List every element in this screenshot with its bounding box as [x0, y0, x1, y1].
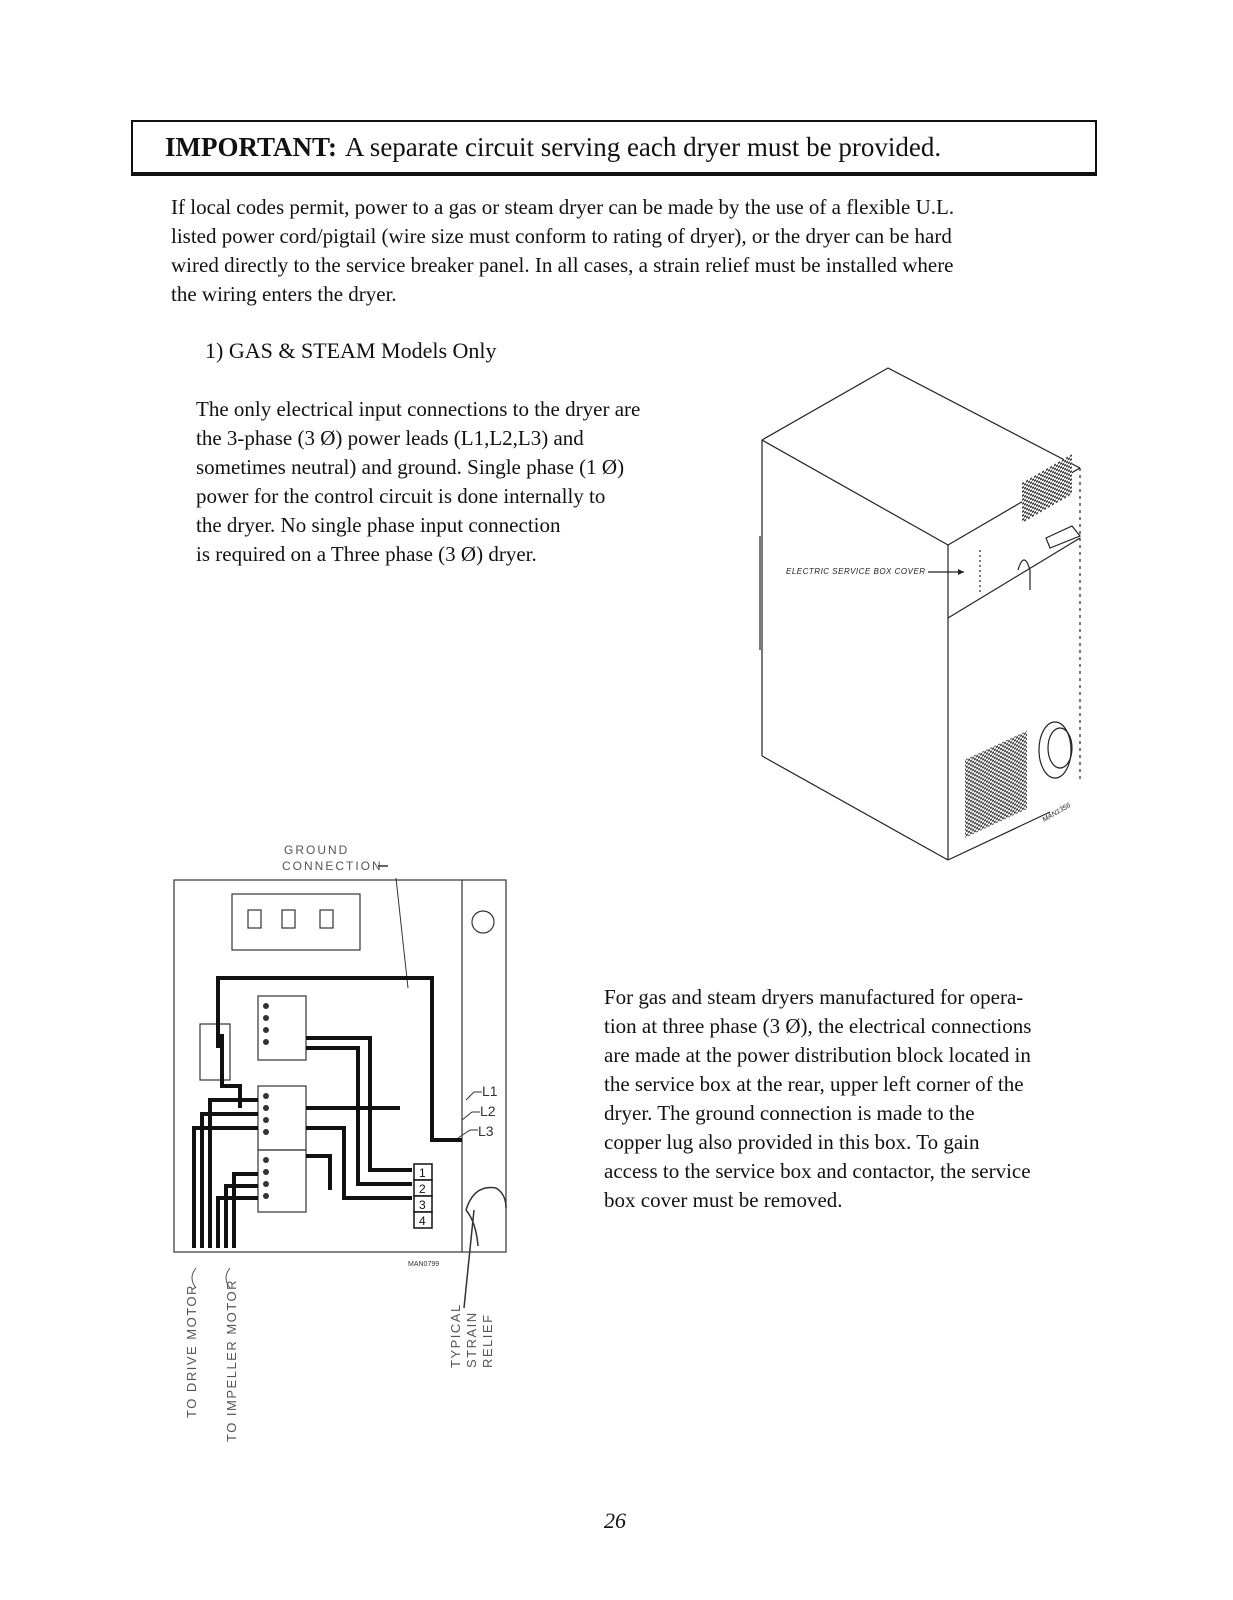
terminal-number: 4 — [419, 1214, 426, 1228]
connection-line: dryer. The ground connection is made to the — [604, 1101, 975, 1125]
phase-label-l2: L2 — [480, 1103, 496, 1119]
cover-label: ELECTRIC SERVICE BOX COVER — [786, 567, 926, 576]
terminal-block — [414, 1164, 432, 1228]
section-line: power for the control circuit is done internally to — [196, 484, 606, 508]
section-heading: 1) GAS & STEAM Models Only — [205, 338, 497, 363]
terminal-number: 3 — [419, 1198, 426, 1212]
terminal-number: 2 — [419, 1182, 426, 1196]
wiring-figure-id: MAN0799 — [408, 1261, 440, 1268]
important-notice-box — [131, 120, 1097, 176]
connection-line: For gas and steam dryers manufactured for opera- — [604, 985, 1024, 1009]
strain-relief-label-line3: RELIEF — [480, 1313, 495, 1368]
important-message: A separate circuit serving each dryer must be provided. — [345, 132, 942, 162]
important-label: IMPORTANT: — [165, 132, 338, 162]
section-line: the 3-phase (3 Ø) power leads (L1,L2,L3) and — [196, 426, 584, 450]
intro-line: the wiring enters the dryer. — [171, 282, 397, 306]
intro-paragraph — [171, 193, 1091, 309]
connection-paragraph — [604, 983, 1031, 1215]
relay-terminals — [263, 1003, 269, 1199]
intro-line: listed power cord/pigtail (wire size must conform to rating of dryer), or the dryer can be hard — [171, 224, 952, 248]
top-vent — [1022, 454, 1072, 523]
strain-relief-label-line1: TYPICAL — [448, 1303, 463, 1368]
connection-line: access to the service box and contactor, the service — [604, 1159, 1031, 1183]
strain-relief-label-line2: STRAIN — [464, 1311, 479, 1368]
terminal-number: 1 — [419, 1166, 426, 1180]
dryer-cabinet — [760, 368, 1080, 860]
phase-label-l3: L3 — [478, 1123, 494, 1139]
connection-line: are made at the power distribution block located in — [604, 1043, 1031, 1067]
ground-label-line2: CONNECTION — [282, 859, 383, 873]
ground-label-line1: GROUND — [284, 843, 350, 857]
section-paragraph — [196, 395, 640, 569]
wiring-diagram — [170, 838, 530, 1448]
impeller-motor-label: TO IMPELLER MOTOR — [224, 1279, 239, 1442]
phase-label-l1: L1 — [482, 1083, 498, 1099]
strain-relief — [464, 1187, 506, 1308]
section-line: sometimes neutral) and ground. Single phase (1 Ø) — [196, 455, 625, 479]
section-line: The only electrical input connections to the dryer are — [196, 397, 641, 421]
dryer-figure-id: MAN1356 — [1041, 802, 1072, 824]
intro-line: If local codes permit, power to a gas or steam dryer can be made by the use of a flexible U.L. — [171, 195, 955, 219]
connection-line: the service box at the rear, upper left corner of the — [604, 1072, 1024, 1096]
intro-line: wired directly to the service breaker panel. In all cases, a strain relief must be installed where — [171, 253, 954, 277]
important-notice — [165, 132, 941, 163]
dryer-illustration — [750, 360, 1090, 870]
drive-motor-label: TO DRIVE MOTOR — [184, 1284, 199, 1418]
section-line: the dryer. No single phase input connection — [196, 513, 561, 537]
bottom-vent — [965, 731, 1027, 838]
page-number: 26 — [604, 1508, 626, 1533]
connection-line: tion at three phase (3 Ø), the electrical connections — [604, 1014, 1032, 1038]
connection-line: box cover must be removed. — [604, 1188, 843, 1212]
connection-line: copper lug also provided in this box. To gain — [604, 1130, 980, 1154]
section-line: is required on a Three phase (3 Ø) dryer. — [196, 542, 537, 566]
